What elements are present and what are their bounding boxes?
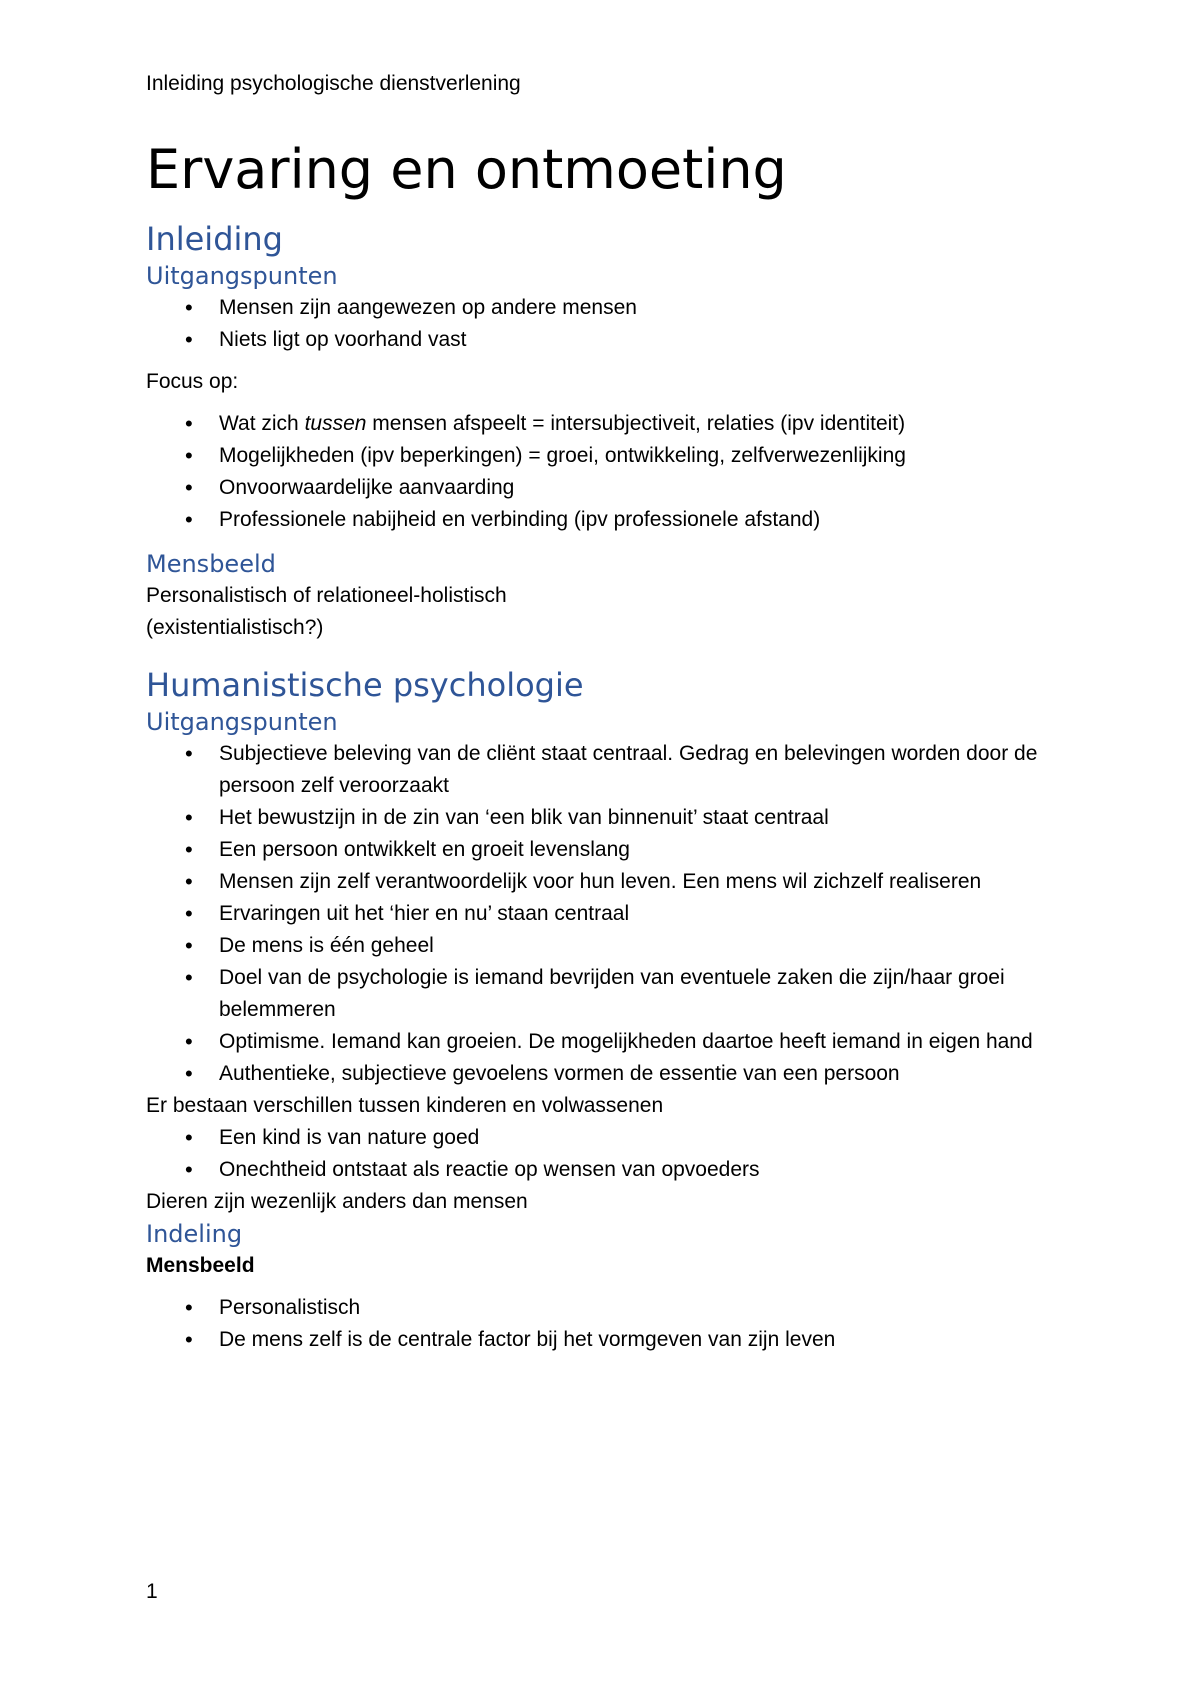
- running-header: Inleiding psychologische dienstverlening: [146, 72, 521, 95]
- bullet-icon: •: [185, 1327, 193, 1352]
- list-item: • Optimisme. Iemand kan groeien. De mogelijkheden daartoe heeft iemand in eigen hand: [146, 1026, 1076, 1058]
- heading-humanistische-psychologie: Humanistische psychologie: [146, 666, 584, 704]
- focus-label: Focus op:: [146, 370, 239, 393]
- list-item: • Niets ligt op voorhand vast: [146, 324, 1076, 356]
- bullet-icon: •: [185, 965, 193, 990]
- list-item: • De mens is één geheel: [146, 930, 1076, 962]
- list-item: • Doel van de psychologie is iemand bevrijden van eventuele zaken die zijn/haar groei belemmeren: [146, 962, 1076, 1026]
- emphasis-text: tussen: [304, 412, 367, 435]
- list-kinderen: [146, 1122, 1076, 1186]
- bullet-icon: •: [185, 869, 193, 894]
- bullet-icon: •: [185, 295, 193, 320]
- list-item: • Authentieke, subjectieve gevoelens vormen de essentie van een persoon: [146, 1058, 1076, 1090]
- heading-inleiding: Inleiding: [146, 220, 283, 258]
- bullet-icon: •: [185, 507, 193, 532]
- bullet-icon: •: [185, 1157, 193, 1182]
- list-indeling: [146, 1292, 1076, 1356]
- bullet-icon: •: [185, 475, 193, 500]
- bullet-icon: •: [185, 933, 193, 958]
- note-dieren: Dieren zijn wezenlijk anders dan mensen: [146, 1190, 528, 1213]
- list-item: • Onechtheid ontstaat als reactie op wensen van opvoeders: [146, 1154, 1076, 1186]
- bullet-icon: •: [185, 805, 193, 830]
- list-item: • Een persoon ontwikkelt en groeit levenslang: [146, 834, 1076, 866]
- label-mensbeeld: Mensbeeld: [146, 1254, 255, 1277]
- list-item: • Onvoorwaardelijke aanvaarding: [146, 472, 1076, 504]
- bullet-icon: •: [185, 411, 193, 436]
- mensbeeld-line-1: Personalistisch of relationeel-holistisch: [146, 584, 507, 607]
- list-item: • Subjectieve beleving van de cliënt staat centraal. Gedrag en belevingen worden door de persoon zelf veroorzaakt: [146, 738, 1076, 802]
- bullet-icon: •: [185, 1061, 193, 1086]
- bullet-icon: •: [185, 1029, 193, 1054]
- list-item: • Mensen zijn aangewezen op andere mensen: [146, 292, 1076, 324]
- list-uitgangspunten-2: [146, 738, 1076, 1090]
- list-item: • Een kind is van nature goed: [146, 1122, 1076, 1154]
- bullet-icon: •: [185, 327, 193, 352]
- bullet-icon: •: [185, 1125, 193, 1150]
- bullet-icon: •: [185, 901, 193, 926]
- bullet-icon: •: [185, 741, 193, 766]
- list-item: • Het bewustzijn in de zin van ‘een blik van binnenuit’ staat centraal: [146, 802, 1076, 834]
- bullet-icon: •: [185, 837, 193, 862]
- list-item: • Wat zich tussen mensen afspeelt = intersubjectiveit, relaties (ipv identiteit): [146, 408, 1076, 440]
- bullet-icon: •: [185, 443, 193, 468]
- heading-indeling: Indeling: [146, 1220, 243, 1248]
- bullet-icon: •: [185, 1295, 193, 1320]
- list-item: • De mens zelf is de centrale factor bij het vormgeven van zijn leven: [146, 1324, 1076, 1356]
- list-item: • Ervaringen uit het ‘hier en nu’ staan centraal: [146, 898, 1076, 930]
- mensbeeld-line-2: (existentialistisch?): [146, 616, 324, 639]
- list-item: • Mogelijkheden (ipv beperkingen) = groei, ontwikkeling, zelfverwezenlijking: [146, 440, 1076, 472]
- list-uitgangspunten-1: [146, 292, 1076, 356]
- list-item: • Personalistisch: [146, 1292, 1076, 1324]
- page-content: [146, 70, 1076, 1366]
- heading-uitgangspunten-2: Uitgangspunten: [146, 708, 338, 736]
- heading-mensbeeld-1: Mensbeeld: [146, 550, 276, 578]
- list-item: • Professionele nabijheid en verbinding (ipv professionele afstand): [146, 504, 1076, 536]
- document-title: Ervaring en ontmoeting: [146, 138, 787, 201]
- note-kinderen: Er bestaan verschillen tussen kinderen en volwassenen: [146, 1094, 664, 1117]
- list-focus: [146, 408, 1076, 536]
- list-item: • Mensen zijn zelf verantwoordelijk voor hun leven. Een mens wil zichzelf realiseren: [146, 866, 1076, 898]
- heading-uitgangspunten-1: Uitgangspunten: [146, 262, 338, 290]
- page-number: 1: [146, 1580, 158, 1603]
